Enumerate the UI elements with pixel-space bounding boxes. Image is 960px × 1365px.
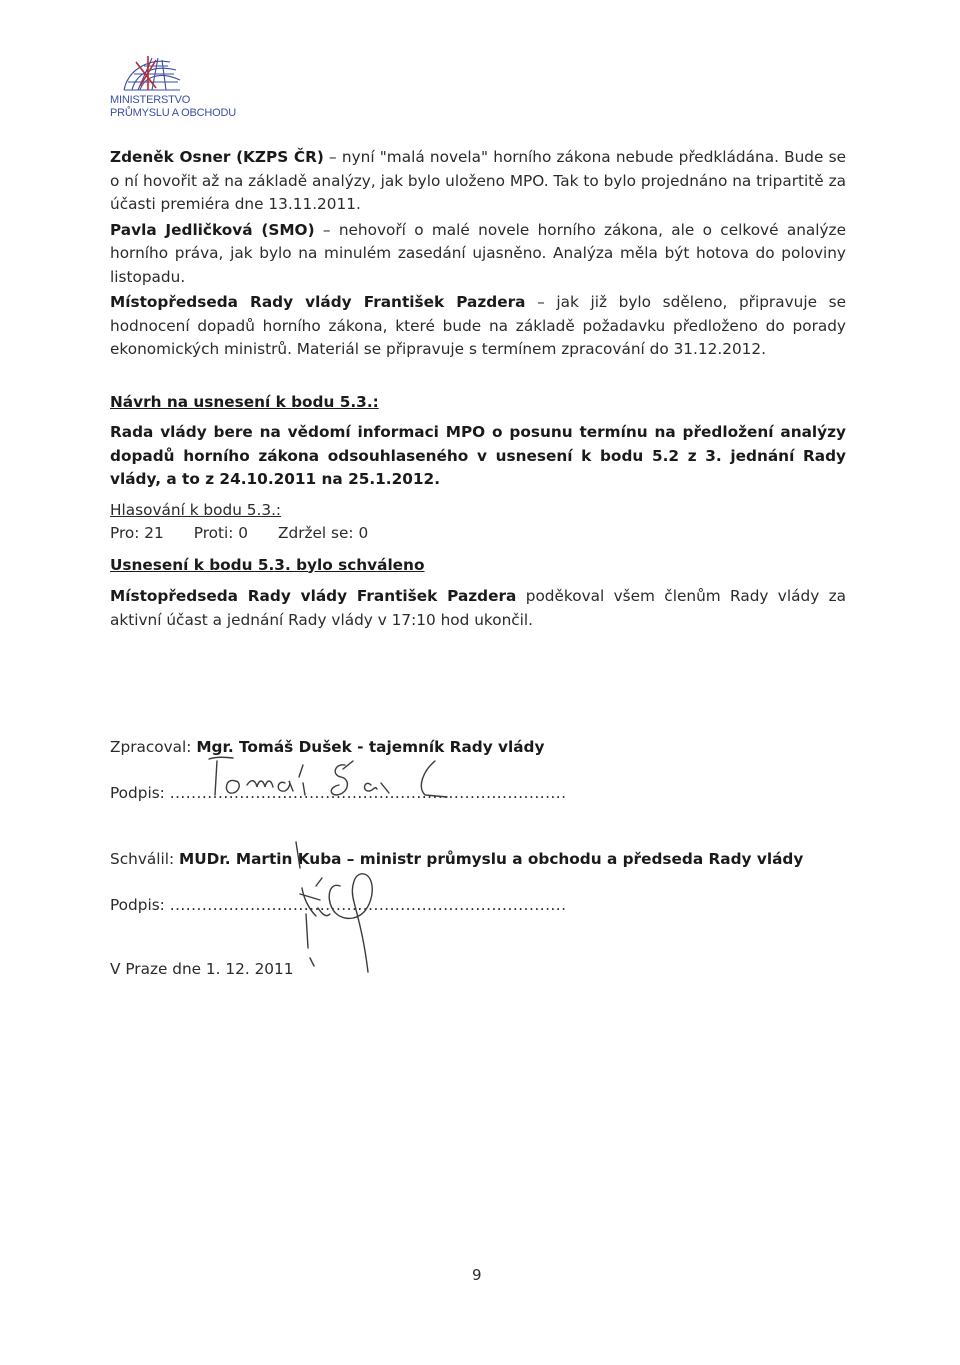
approved-label: Schválil: [110, 850, 180, 868]
signature-dots: .......................................................................... [169, 784, 567, 802]
paragraph-pazdera [110, 291, 846, 362]
prepared-label: Zpracoval: [110, 738, 197, 756]
resolution-text: Rada vlády bere na vědomí informaci MPO o posunu termínu na předložení analýzy dopadů horního zákona odsouhlaseného v usnesení k bodu 5.2 z 3. jednání Rady vlády, a to z 24.10.2011 na 25.1.2012. [110, 423, 846, 488]
proposal-heading: Návrh na usnesení k bodu 5.3.: [110, 392, 379, 411]
signature-label: Podpis: [110, 784, 170, 802]
speaker-name: Pavla Jedličková (SMO) [110, 220, 315, 239]
signature-label: Podpis: [110, 896, 170, 914]
place-date: V Praze dne 1. 12. 2011 [110, 960, 294, 978]
speaker-name: Zdeněk Osner (KZPS ČR) [110, 148, 324, 166]
signature-dots: .......................................................................... [169, 896, 567, 914]
resolution-approved: Usnesení k bodu 5.3. bylo schváleno [110, 555, 425, 574]
speaker-name: Místopředseda Rady vlády František Pazdera [110, 587, 517, 605]
logo-line-2: PRŮMYSLU A OBCHODU [110, 107, 236, 119]
logo-text [110, 94, 236, 120]
vote-abstain: Zdržel se: 0 [278, 524, 369, 542]
ministry-logo [110, 52, 290, 122]
approved-name: MUDr. Martin Kuba – ministr průmyslu a obchodu a předseda Rady vlády [179, 850, 804, 868]
page-number: 9 [472, 1266, 482, 1284]
paragraph-text: poděkoval všem členům Rady vlády za aktivní účast a jednání Rady vlády v 17:10 hod ukončil. [110, 587, 846, 629]
vote-results [110, 522, 846, 546]
paragraph-jedlickova [110, 219, 846, 290]
prepared-name: Mgr. Tomáš Dušek - tajemník Rady vlády [196, 738, 545, 756]
vote-against: Proti: 0 [193, 524, 249, 542]
speaker-name: Místopředseda Rady vlády František Pazdera [110, 293, 526, 311]
prepared-by [110, 738, 544, 756]
logo-line-1: MINISTERSTVO [110, 94, 191, 106]
paragraph-text: – nehovoří o malé novele horního zákona, ale o celkové analýze horního práva, jak bylo na minulém zasedání ujasněno. Analýza měla být hotova do poloviny listopadu. [110, 220, 847, 286]
paragraph-text: – jak již bylo sděleno, připravuje se hodnocení dopadů horního zákona, které bude na základě požadavku předloženo do porady ekonomických ministrů. Materiál se připravuje s termínem zpracování do 31.12.2012. [110, 293, 846, 358]
handwritten-signature-1 [185, 755, 475, 805]
vote-for: Pro: 21 [110, 524, 164, 542]
document-body [110, 146, 846, 632]
approved-by [110, 850, 803, 868]
closing-paragraph [110, 585, 846, 632]
ministry-globe-icon [118, 52, 186, 94]
paragraph-text: – nyní "malá novela" horního zákona nebude předkládána. Bude se o ní hovořit až na základě analýzy, jak bylo uloženo MPO. Tak to bylo projednáno na tripartitě za účasti premiéra dne 13.11.2011. [110, 148, 846, 213]
paragraph-osner [110, 146, 846, 217]
handwritten-signature-2 [270, 838, 400, 978]
vote-heading: Hlasování k bodu 5.3.: [110, 500, 282, 519]
